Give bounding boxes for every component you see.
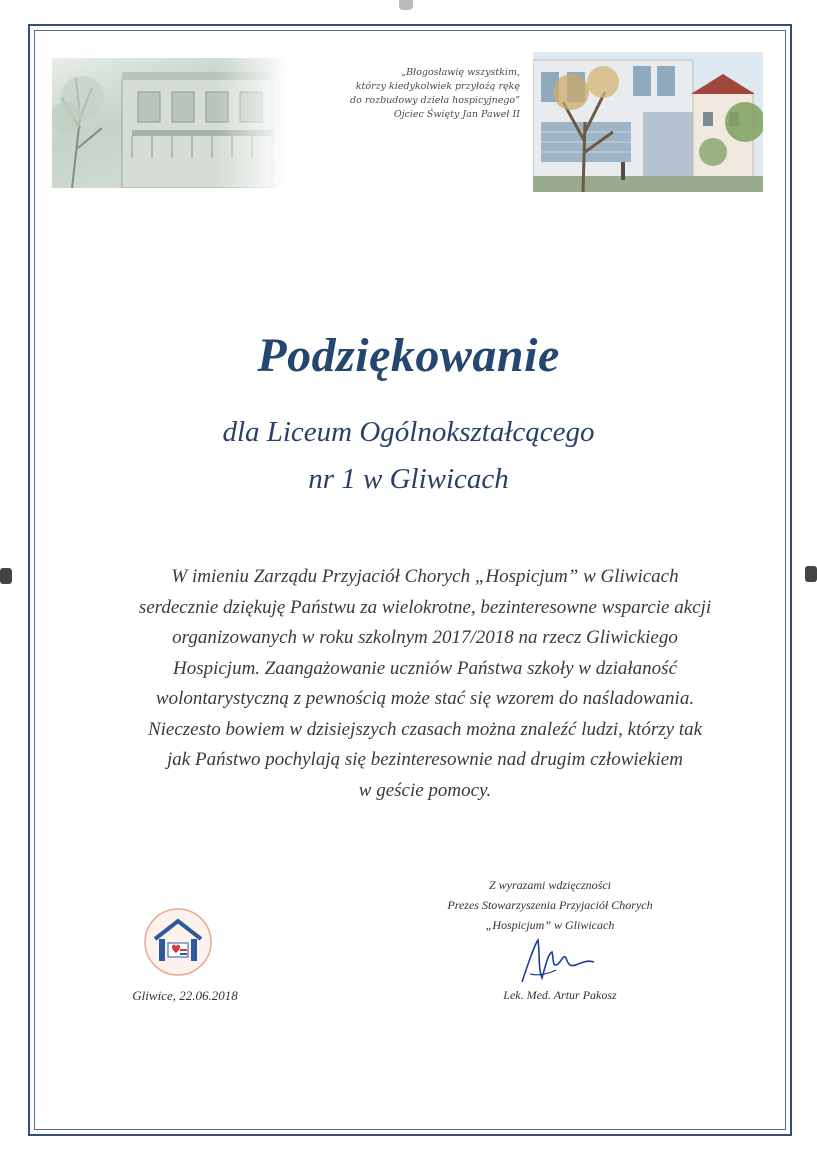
issue-date: Gliwice, 22.06.2018 — [132, 988, 238, 1003]
frame-clip-right — [805, 566, 817, 582]
papal-quote — [300, 66, 520, 122]
hospice-building-photo — [533, 52, 763, 192]
frame-hanger — [399, 0, 413, 10]
closing-line: Z wyrazami wdzięczności — [488, 878, 611, 892]
message-line: organizowanych w roku szkolnym 2017/2018 na rzecz Gliwickiego — [172, 627, 678, 648]
building-sketch-image — [52, 58, 288, 188]
certificate-title: Podziękowanie — [257, 329, 560, 382]
handwritten-signature — [508, 934, 608, 990]
recipient-line-1: dla Liceum Ogólnokształcącego — [222, 416, 595, 448]
message-line: W imieniu Zarządu Przyjaciół Chorych „Hospicjum” w Gliwicach — [171, 566, 679, 587]
quote-line: którzy kiedykolwiek przyłożą rękę — [355, 81, 520, 92]
message-line: Nieczesto bowiem w dzisiejszych czasach można znaleźć ludzi, którzy tak — [147, 718, 703, 740]
closing-line: „Hospicjum” w Gliwicach — [485, 918, 615, 932]
message-line: serdecznie dziękuję Państwu za wielokrotne, bezinteresowne wsparcie akcji — [138, 596, 712, 618]
hospicjum-logo — [143, 907, 213, 977]
thank-you-message — [100, 562, 750, 806]
message-line: wolontarystyczną z pewnością może stać się wzorem do naśladowania. — [155, 688, 695, 709]
signer-name: Lek. Med. Artur Pakosz — [503, 988, 617, 1002]
closing-block — [400, 875, 700, 935]
recipient-line-2: nr 1 w Gliwicach — [308, 463, 509, 495]
quote-line: do rozbudowy dzieła hospicyjnego” — [350, 95, 520, 106]
message-line: Hospicjum. Zaangażowanie uczniów Państwa szkoły w działaność — [172, 657, 678, 679]
closing-line: Prezes Stowarzyszenia Przyjaciół Chorych — [447, 898, 653, 912]
quote-author: Ojciec Święty Jan Paweł II — [393, 109, 520, 120]
quote-line: „Błogosławię wszystkim, — [401, 67, 520, 78]
frame-clip-left — [0, 568, 12, 584]
message-line: jak Państwo pochylają się bezinteresownie nad drugim człowiekiem — [167, 749, 683, 770]
message-line: w geście pomocy. — [358, 779, 492, 801]
